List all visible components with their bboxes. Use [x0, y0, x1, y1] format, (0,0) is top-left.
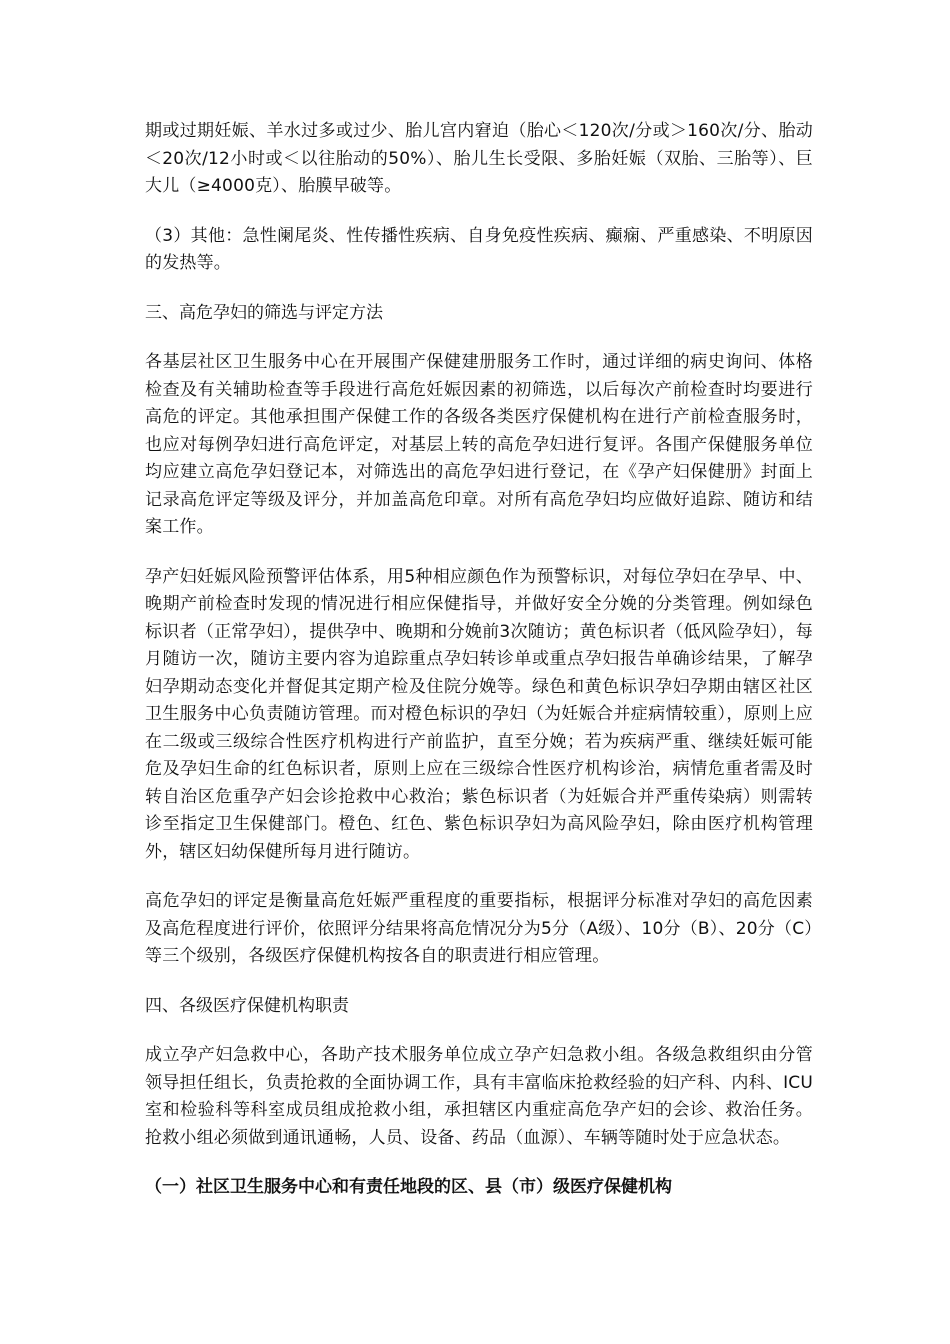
paragraph-risk-warning-system: 孕产妇妊娠风险预警评估体系，用5种相应颜色作为预警标识，对每位孕妇在孕早、中、晚期产前检查时发现的情况进行相应保健指导，并做好安全分娩的分类管理。例如绿色标识者（正常孕妇），提供孕中、晚期和分娩前3次随访；黄色标识者（低风险孕妇），每月随访一次，随访主要内容为追踪重点孕妇转诊单或重点孕妇报告单确诊结果，了解孕妇孕期动态变化并督促其定期产检及住院分娩等。绿色和黄色标识孕妇孕期由辖区社区卫生服务中心负责随访管理。而对橙色标识的孕妇（为妊娠合并症病情较重），原则上应在二级或三级综合性医疗机构进行产前监护，直至分娩；若为疾病严重、继续妊娠可能危及孕妇生命的红色标识者，原则上应在三级综合性医疗机构诊治，病情危重者需及时转自治区危重孕产妇会诊抢救中心救治；紫色标识者（为妊娠合并严重传染病）则需转诊至指定卫生保健部门。橙色、红色、紫色标识孕妇为高风险孕妇，除由医疗机构管理外，辖区妇幼保健所每月进行随访。: [145, 566, 813, 862]
paragraph-pregnancy-complications: 期或过期妊娠、羊水过多或过少、胎儿宫内窘迫（胎心＜120次/分或＞160次/分、胎动＜20次/12小时或＜以往胎动的50%）、胎儿生长受限、多胎妊娠（双胎、三胎等）、巨大儿（≥4000克）、胎膜早破等。: [145, 121, 813, 196]
section-heading-screening: 三、高危孕妇的筛选与评定方法: [145, 302, 383, 323]
paragraph-emergency-center: 成立孕产妇急救中心，各助产技术服务单位成立孕产妇急救小组。各级急救组织由分管领导担任组长，负责抢救的全面协调工作，具有丰富临床抢救经验的妇产科、内科、ICU室和检验科等科室成员组成抢救小组，承担辖区内重症高危孕产妇的会诊、救治任务。抢救小组必须做到通讯通畅，人员、设备、药品（血源）、车辆等随时处于应急状态。: [145, 1045, 813, 1148]
paragraph-screening-method: 各基层社区卫生服务中心在开展围产保健建册服务工作时，通过详细的病史询问、体格检查及有关辅助检查等手段进行高危妊娠因素的初筛选，以后每次产前检查时均要进行高危的评定。其他承担围产保健工作的各级各类医疗保健机构在进行产前检查服务时，也应对每例孕妇进行高危评定，对基层上转的高危孕妇进行复评。各围产保健服务单位均应建立高危孕妇登记本，对筛选出的高危孕妇进行登记，在《孕产妇保健册》封面上记录高危评定等级及评分，并加盖高危印章。对所有高危孕妇均应做好追踪、随访和结案工作。: [145, 352, 813, 537]
document-page: [145, 118, 813, 1202]
paragraph-risk-scoring: 高危孕妇的评定是衡量高危妊娠严重程度的重要指标，根据评分标准对孕妇的高危因素及高危程度进行评价，依照评分结果将高危情况分为5分（A级）、10分（B）、20分（C）等三个级别，各级医疗保健机构按各自的职责进行相应管理。: [145, 891, 813, 966]
section-heading-responsibilities: 四、各级医疗保健机构职责: [145, 995, 349, 1016]
subsection-heading-community-centers: （一）社区卫生服务中心和有责任地段的区、县（市）级医疗保健机构: [145, 1177, 672, 1197]
paragraph-other-conditions: （3）其他：急性阑尾炎、性传播性疾病、自身免疫性疾病、癫痫、严重感染、不明原因的发热等。: [145, 225, 813, 273]
